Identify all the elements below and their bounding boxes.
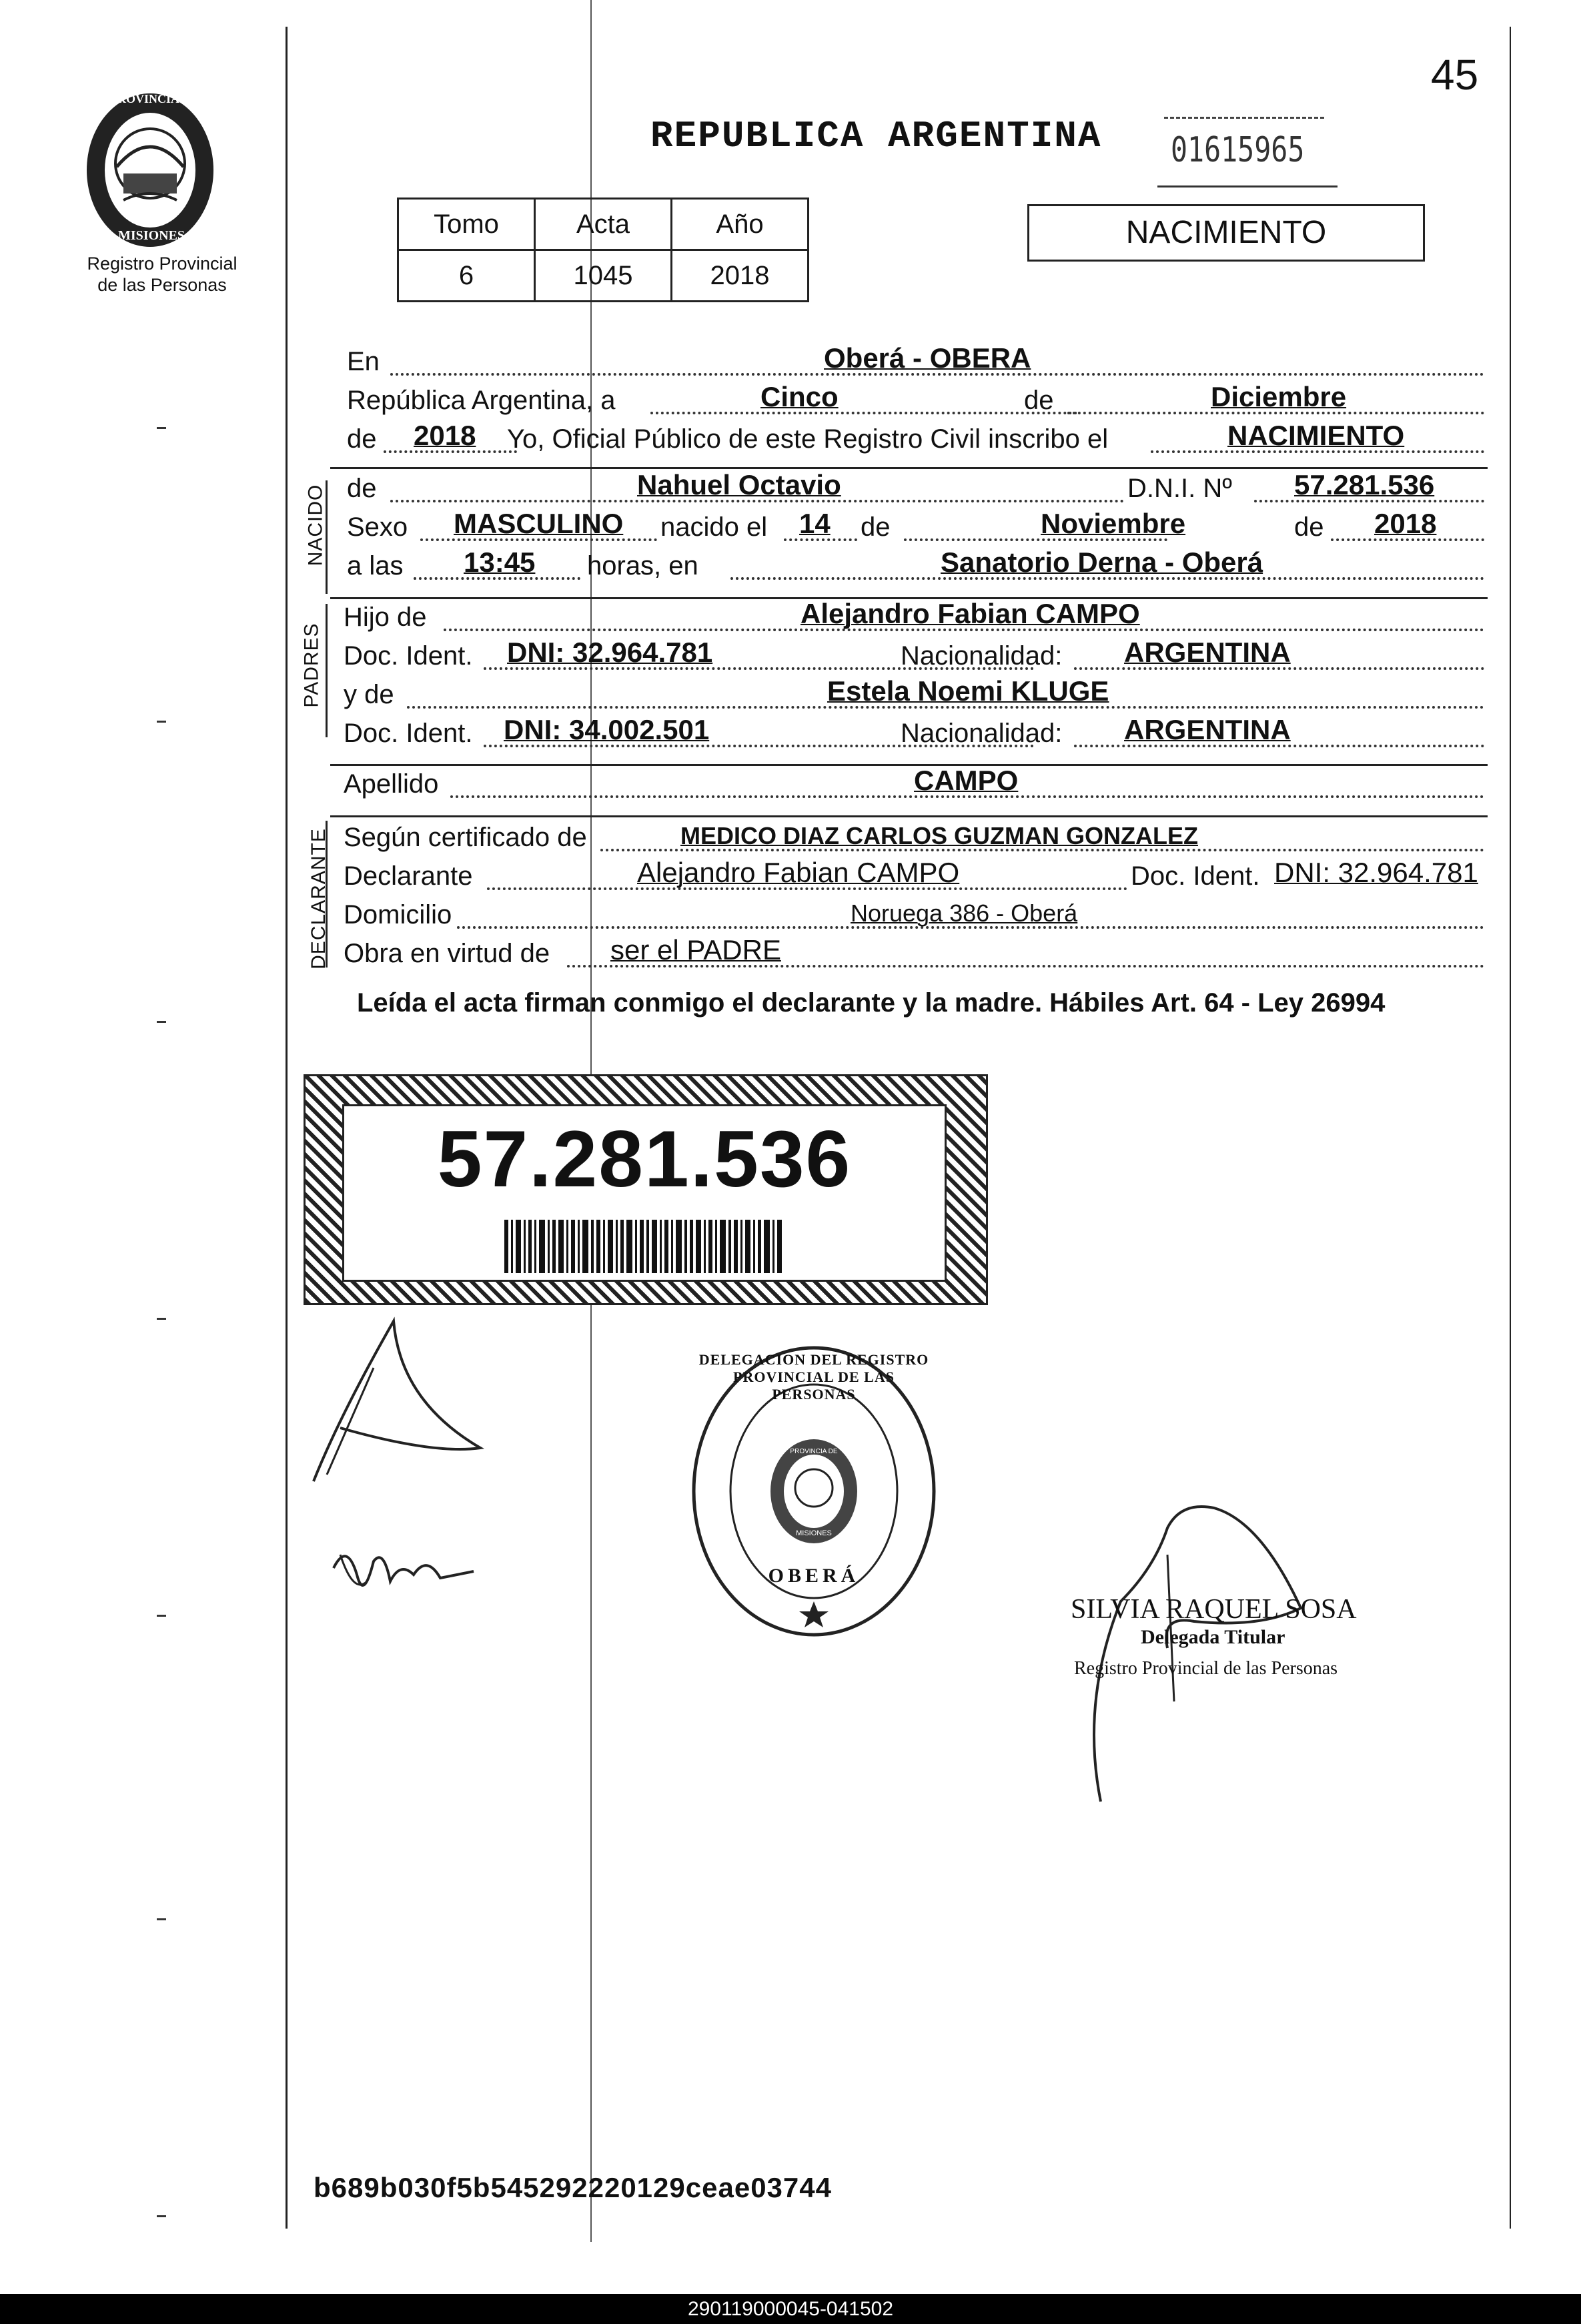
row-padre-doc [344,638,1484,675]
domicilio-label: Domicilio [344,900,452,929]
act-type-box [1027,204,1425,262]
dni-label: D.N.I. Nº [1127,474,1232,503]
signature-declarante [300,1308,514,1495]
de5-label: de [1294,512,1324,542]
barcode [504,1220,784,1273]
apellido-value: CAMPO [914,765,1019,796]
margin-mark [157,1318,166,1320]
row-certificado [344,819,1484,857]
section-divider [330,815,1488,817]
doc-label: Doc. Ident. [344,641,473,671]
mes-value: Diciembre [1211,381,1347,412]
left-margin-line [286,27,288,2229]
horas-label: horas, en [587,551,698,580]
domicilio-value: Noruega 386 - Oberá [851,899,1078,927]
oficial-text: Yo, Oficial Público de este Registro Civil inscribo el [507,424,1109,454]
obra-label: Obra en virtud de [344,939,550,968]
act-type-label: NACIMIENTO [1125,215,1327,250]
anio-value: 2018 [414,420,476,451]
record-table-header-row [398,199,809,250]
record-table-header-cell: Acta [535,199,672,250]
dni-value: 57.281.536 [1294,469,1435,500]
record-table-value-cell: 6 [398,250,535,302]
apellido-label: Apellido [344,769,439,799]
en-label: En [347,347,380,376]
official-seal [690,1344,937,1638]
en-value: Oberá - OBERA [824,342,1031,374]
serial-underline [1157,185,1338,187]
hash-code: b689b030f5b545292220129ceae03744 [314,2172,832,2203]
province-logo [77,87,223,254]
segun-label: Según certificado de [344,823,587,852]
nac-mes: Noviembre [1041,508,1186,539]
record-table-value-cell: 2018 [672,250,809,302]
dia-value: Cinco [760,381,839,412]
row-domicilio [344,897,1484,934]
yde-label: y de [344,680,394,709]
nac-anio: 2018 [1374,508,1437,539]
seal-outer-text: DELEGACION DEL REGISTRO PROVINCIAL DE LAS PERSONAS [698,1351,929,1403]
row-madre-doc [344,715,1484,753]
closing-text: Leída el acta firman conmigo el declarante y la madre. Hábiles Art. 64 - Ley 26994 [357,988,1386,1018]
row-oficial [344,421,1484,458]
id-sticker-inner [342,1104,947,1282]
obra-value: ser el PADRE [610,934,781,965]
record-table [397,198,809,302]
serial-overline [1164,117,1324,119]
row-sexo [344,509,1484,546]
lugar-value: Sanatorio Derna - Oberá [941,546,1263,578]
country-title: REPUBLICA ARGENTINA [650,115,1102,157]
side-label-declarante: DECLARANTE [307,828,330,970]
row-republica [344,382,1484,420]
sexo-value: MASCULINO [454,508,624,539]
row-en [344,344,1484,381]
doc3-label: Doc. Ident. [1131,861,1260,891]
margin-mark [157,2215,166,2217]
de2-label: de [347,424,377,454]
logo-text-top: PROVINCIA DE [110,92,199,105]
signatory-title: Delegada Titular [1141,1626,1285,1648]
side-label-nacido: NACIDO [304,484,327,566]
signatory-office: Registro Provincial de las Personas [1074,1658,1338,1679]
right-margin-line [1510,27,1511,2229]
de4-label: de [861,512,891,542]
record-table-value-cell: 1045 [535,250,672,302]
hijo-label: Hijo de [344,603,427,632]
de-label: de [1024,386,1054,415]
record-table-header-cell: Año [672,199,809,250]
seal-city: OBERÁ [768,1565,860,1587]
padre-nac: ARGENTINA [1124,637,1291,668]
nacionalidad-label: Nacionalidad: [901,641,1063,671]
dots [650,412,1077,414]
declarante-doc: DNI: 32.964.781 [1274,857,1478,888]
serial-number: 01615965 [1171,130,1305,170]
row-apellido [344,766,1484,803]
side-label-padres: PADRES [300,623,323,708]
madre-nac: ARGENTINA [1124,714,1291,745]
registry-label-line2: de las Personas [97,275,227,295]
margin-mark [157,721,166,723]
nombre-value: Nahuel Octavio [637,469,841,500]
record-table-value-row [398,250,809,302]
alas-label: a las [347,551,404,580]
record-table-header-cell: Tomo [398,199,535,250]
seal-inner-top: PROVINCIA DE [790,1448,838,1455]
id-sticker [304,1074,988,1305]
madre-doc: DNI: 34.002.501 [504,714,710,745]
nacionalidad2-label: Nacionalidad: [901,719,1063,748]
id-number: 57.281.536 [437,1114,852,1204]
row-declarante [344,858,1484,895]
inscribo-value: NACIMIENTO [1227,420,1405,451]
margin-mark [157,1615,166,1617]
doc2-label: Doc. Ident. [344,719,473,748]
row-obra [344,935,1484,973]
registry-label-line1: Registro Provincial [87,254,237,274]
sexo-label: Sexo [347,512,408,542]
padre-doc: DNI: 32.964.781 [507,637,713,668]
margin-mark [157,1918,166,1920]
logo-text-bottom: MISIONES [118,228,185,243]
republica-label: República Argentina, a [347,386,616,415]
seal-inner-bottom: MISIONES [796,1529,832,1537]
page-number: 45 [1431,51,1479,99]
madre-value: Estela Noemi KLUGE [827,675,1109,707]
signature-madre [327,1535,480,1608]
row-hijo [344,599,1484,637]
section-bar-padres [326,604,328,737]
margin-mark [157,427,166,429]
margin-mark [157,1021,166,1023]
de3-label: de [347,474,377,503]
declarante-label: Declarante [344,861,473,891]
footer-bar [0,2294,1581,2324]
signatory-name: SILVIA RAQUEL SOSA [1071,1594,1357,1625]
row-madre [344,677,1484,714]
row-nombre [344,470,1484,508]
footer-code: 290119000045-041502 [687,2298,894,2320]
certificado-value: MEDICO DIAZ CARLOS GUZMAN GONZALEZ [680,822,1198,849]
nac-dia: 14 [799,508,831,539]
row-hora [344,548,1484,585]
hora-value: 13:45 [464,546,536,578]
nacido-label: nacido el [660,512,768,542]
declarante-value: Alejandro Fabian CAMPO [637,857,960,888]
padre-value: Alejandro Fabian CAMPO [801,598,1140,629]
